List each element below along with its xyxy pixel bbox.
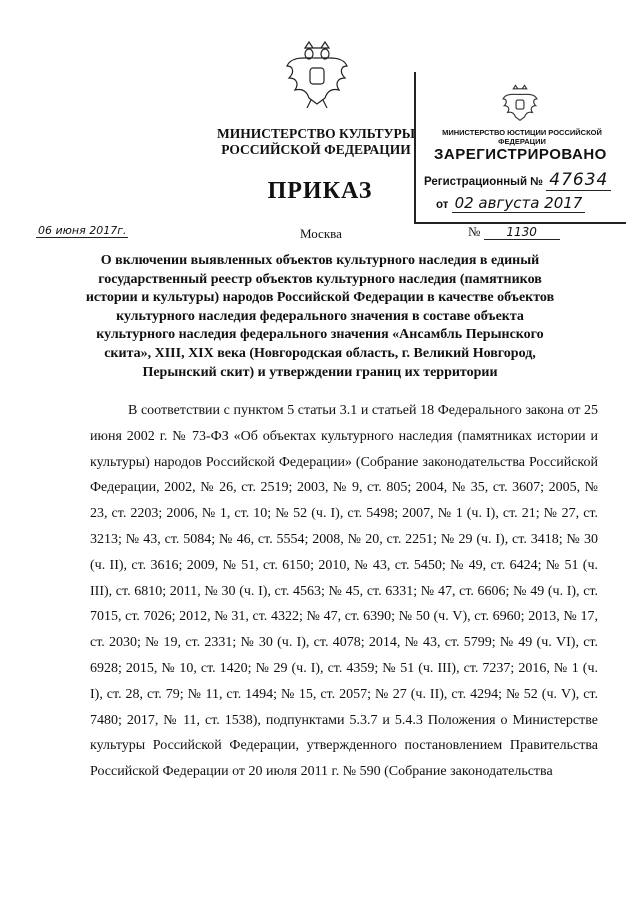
ministry-name: [200, 126, 432, 158]
stamp-emblem-icon: [502, 84, 538, 124]
document-city: Москва: [300, 226, 342, 241]
registration-stamp: [414, 72, 626, 224]
stamp-date-row: [436, 194, 626, 213]
stamp-date: 02 августа 2017: [452, 194, 586, 213]
stamp-number: 47634: [546, 170, 611, 191]
stamp-date-label: от: [436, 199, 449, 211]
document-type: ПРИКАЗ: [267, 178, 373, 204]
stamp-ministry: МИНИСТЕРСТВО ЮСТИЦИИ РОССИЙСКОЙ ФЕДЕРАЦИИ: [442, 128, 602, 146]
stamp-registered: ЗАРЕГИСТРИРОВАНО: [434, 146, 607, 163]
document-number-row: [468, 224, 560, 240]
ministry-line-2: РОССИЙСКОЙ ФЕДЕРАЦИИ: [221, 142, 411, 157]
document-number-label: №: [468, 224, 481, 239]
stamp-number-label: Регистрационный №: [424, 176, 544, 188]
document-subject: О включении выявленных объектов культурного наследия в единый государственный реестр объектов культурного наследия (памятников истории и культуры) народов Российской Федерации в качестве объектов культурного наследия федерального значения в составе объекта культурного наследия федерального значения «Ансамбль Перынского скита», XIII, XIX века (Новгородская область, г. Великий Новгород, Перынский скит) и утверждении границ их территории: [85, 253, 555, 380]
coat-of-arms-emblem: [285, 40, 349, 110]
stamp-number-row: [424, 170, 624, 191]
ministry-line-1: МИНИСТЕРСТВО КУЛЬТУРЫ: [216, 126, 416, 141]
document-number: 1130: [484, 225, 560, 240]
document-body: В соответствии с пунктом 5 статьи 3.1 и статьей 18 Федерального закона от 25 июня 2002 г. № 73-ФЗ «Об объектах культурного наследия (памятниках истории и культуры) народов Российской Федерации» (Собрание законодательства Российской Федерации, 2002, № 26, ст. 2519; 2003, № 9, ст. 805; 2004, № 35, ст. 3607; 2005, № 23, ст. 2203; 2006, № 1, ст. 10; № 52 (ч. I), ст. 5498; 2007, № 1 (ч. I), ст. 21; № 27, ст. 3213; № 43, ст. 5084; № 46, ст. 5554; 2008, № 20, ст. 2251; № 29 (ч. I), ст. 3418; № 30 (ч. II), ст. 3616; 2009, № 51, ст. 6150; 2010, № 43, ст. 5450; № 49, ст. 6424; № 51 (ч. III), ст. 6810; 2011, № 30 (ч. I), ст. 4563; № 45, ст. 6331; № 47, ст. 6606; № 49 (ч. I), ст. 7015, ст. 7026; 2012, № 31, ст. 4322; № 47, ст. 6390; № 50 (ч. V), ст. 6960; 2013, № 17, ст. 2030; № 19, ст. 2331; № 30 (ч. I), ст. 4078; 2014, № 43, ст. 5799; № 49 (ч. VI), ст. 6928; 2015, № 10, ст. 1420; № 29 (ч. I), ст. 4359; № 51 (ч. III), ст. 7237; 2016, № 1 (ч. I), ст. 28, ст. 79; № 11, ст. 1494; № 15, ст. 2057; № 27 (ч. II), ст. 4294; № 52 (ч. V), ст. 7480; 2017, № 11, ст. 1538), подпунктами 5.3.7 и 5.4.3 Положения о Министерстве культуры Российской Федерации, утвержденного постановлением Правительства Российской Федерации от 20 июля 2011 г. № 590 (Собрание законодательства: [90, 403, 598, 780]
document-date: 06 июня 2017г.: [38, 224, 127, 237]
